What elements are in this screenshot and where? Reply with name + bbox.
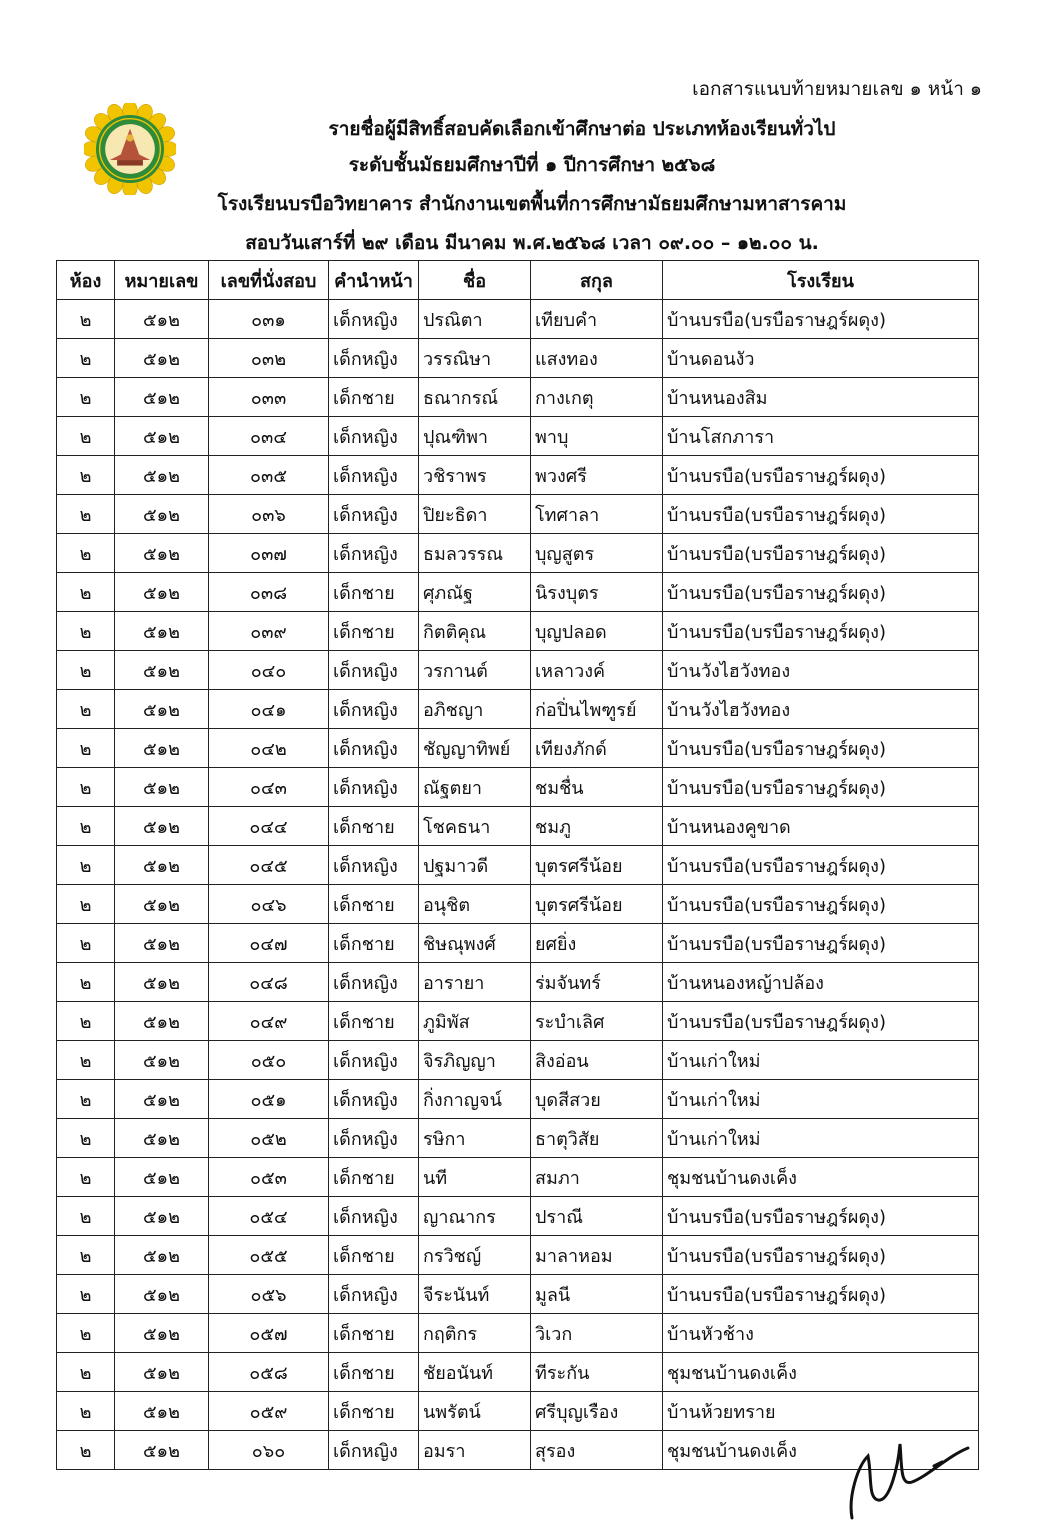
cell-room: ๒	[57, 1431, 115, 1470]
candidate-table	[56, 260, 979, 1470]
cell-last-name: บุตรศรีน้อย	[531, 846, 663, 885]
cell-number: ๕๑๒	[115, 1431, 209, 1470]
cell-room: ๒	[57, 1041, 115, 1080]
table-row	[57, 1080, 979, 1119]
cell-prefix: เด็กหญิง	[329, 417, 419, 456]
cell-room: ๒	[57, 573, 115, 612]
cell-room: ๒	[57, 1119, 115, 1158]
cell-school: บ้านหนองหญ้าปล้อง	[663, 963, 979, 1002]
cell-first-name: ปรณิตา	[419, 300, 531, 339]
cell-last-name: บุญสูตร	[531, 534, 663, 573]
cell-room: ๒	[57, 768, 115, 807]
cell-first-name: ศุภณัฐ	[419, 573, 531, 612]
cell-school: บ้านโสกภารา	[663, 417, 979, 456]
cell-last-name: เทียงภักด์	[531, 729, 663, 768]
cell-prefix: เด็กชาย	[329, 1314, 419, 1353]
cell-number: ๕๑๒	[115, 573, 209, 612]
header-first-name: ชื่อ	[419, 261, 531, 300]
cell-last-name: ก่อปิ่นไพฑูรย์	[531, 690, 663, 729]
cell-last-name: ศรีบุญเรือง	[531, 1392, 663, 1431]
cell-room: ๒	[57, 300, 115, 339]
cell-first-name: ชัยอนันท์	[419, 1353, 531, 1392]
cell-room: ๒	[57, 1392, 115, 1431]
cell-last-name: ทีระกัน	[531, 1353, 663, 1392]
cell-school: ชุมชนบ้านดงเค็ง	[663, 1353, 979, 1392]
cell-last-name: ชมชื่น	[531, 768, 663, 807]
cell-room: ๒	[57, 456, 115, 495]
cell-prefix: เด็กหญิง	[329, 729, 419, 768]
table-row	[57, 1353, 979, 1392]
cell-seat-number: ๐๓๖	[209, 495, 329, 534]
cell-first-name: นที	[419, 1158, 531, 1197]
cell-first-name: จีระนันท์	[419, 1275, 531, 1314]
cell-number: ๕๑๒	[115, 690, 209, 729]
table-row	[57, 456, 979, 495]
cell-school: บ้านบรบือ(บรบือราษฎร์ผดุง)	[663, 573, 979, 612]
table-row	[57, 495, 979, 534]
cell-number: ๕๑๒	[115, 1314, 209, 1353]
cell-school: บ้านบรบือ(บรบือราษฎร์ผดุง)	[663, 456, 979, 495]
cell-last-name: วิเวก	[531, 1314, 663, 1353]
table-row	[57, 963, 979, 1002]
cell-room: ๒	[57, 1314, 115, 1353]
cell-first-name: วชิราพร	[419, 456, 531, 495]
cell-prefix: เด็กหญิง	[329, 1041, 419, 1080]
cell-prefix: เด็กหญิง	[329, 1119, 419, 1158]
cell-room: ๒	[57, 1275, 115, 1314]
cell-prefix: เด็กหญิง	[329, 339, 419, 378]
cell-room: ๒	[57, 1197, 115, 1236]
table-header-row	[57, 261, 979, 300]
cell-first-name: ปุณฑิพา	[419, 417, 531, 456]
cell-first-name: ญาณากร	[419, 1197, 531, 1236]
cell-number: ๕๑๒	[115, 1275, 209, 1314]
cell-first-name: ธมลวรรณ	[419, 534, 531, 573]
cell-seat-number: ๐๓๒	[209, 339, 329, 378]
cell-first-name: ปิยะธิดา	[419, 495, 531, 534]
cell-school: บ้านบรบือ(บรบือราษฎร์ผดุง)	[663, 612, 979, 651]
cell-number: ๕๑๒	[115, 846, 209, 885]
handwritten-signature-icon	[838, 1426, 988, 1526]
cell-last-name: สิงอ่อน	[531, 1041, 663, 1080]
cell-seat-number: ๐๕๙	[209, 1392, 329, 1431]
cell-seat-number: ๐๔๒	[209, 729, 329, 768]
cell-school: บ้านบรบือ(บรบือราษฎร์ผดุง)	[663, 885, 979, 924]
cell-first-name: โชคธนา	[419, 807, 531, 846]
table-row	[57, 768, 979, 807]
cell-seat-number: ๐๖๐	[209, 1431, 329, 1470]
table-row	[57, 300, 979, 339]
cell-school: บ้านบรบือ(บรบือราษฎร์ผดุง)	[663, 729, 979, 768]
cell-room: ๒	[57, 885, 115, 924]
cell-prefix: เด็กหญิง	[329, 456, 419, 495]
cell-number: ๕๑๒	[115, 885, 209, 924]
cell-seat-number: ๐๔๔	[209, 807, 329, 846]
cell-school: บ้านเก่าใหม่	[663, 1119, 979, 1158]
cell-room: ๒	[57, 1158, 115, 1197]
cell-seat-number: ๐๔๐	[209, 651, 329, 690]
cell-seat-number: ๐๓๙	[209, 612, 329, 651]
cell-prefix: เด็กหญิง	[329, 651, 419, 690]
title-line-2: ระดับชั้นมัธยมศึกษาปีที่ ๑ ปีการศึกษา ๒๕๖๘	[348, 154, 716, 176]
title-line-3: โรงเรียนบรบือวิทยาคาร สำนักงานเขตพื้นที่การศึกษามัธยมศึกษามหาสารคาม	[217, 193, 847, 215]
cell-prefix: เด็กชาย	[329, 378, 419, 417]
cell-seat-number: ๐๕๒	[209, 1119, 329, 1158]
table-row	[57, 1314, 979, 1353]
table-row	[57, 846, 979, 885]
cell-prefix: เด็กชาย	[329, 1392, 419, 1431]
cell-last-name: กางเกตุ	[531, 378, 663, 417]
cell-room: ๒	[57, 417, 115, 456]
cell-first-name: ณัฐตยา	[419, 768, 531, 807]
cell-last-name: แสงทอง	[531, 339, 663, 378]
table-row	[57, 573, 979, 612]
cell-number: ๕๑๒	[115, 1353, 209, 1392]
cell-prefix: เด็กหญิง	[329, 768, 419, 807]
cell-seat-number: ๐๔๑	[209, 690, 329, 729]
table-row	[57, 339, 979, 378]
table-row	[57, 885, 979, 924]
cell-prefix: เด็กหญิง	[329, 1197, 419, 1236]
cell-room: ๒	[57, 963, 115, 1002]
cell-prefix: เด็กหญิง	[329, 690, 419, 729]
cell-number: ๕๑๒	[115, 1002, 209, 1041]
cell-prefix: เด็กหญิง	[329, 1431, 419, 1470]
table-row	[57, 1041, 979, 1080]
cell-first-name: ชัญญาทิพย์	[419, 729, 531, 768]
cell-seat-number: ๐๕๐	[209, 1041, 329, 1080]
cell-school: บ้านหนองคูขาด	[663, 807, 979, 846]
cell-prefix: เด็กหญิง	[329, 534, 419, 573]
cell-school: บ้านบรบือ(บรบือราษฎร์ผดุง)	[663, 846, 979, 885]
table-row	[57, 1392, 979, 1431]
table-row	[57, 1119, 979, 1158]
cell-number: ๕๑๒	[115, 807, 209, 846]
cell-last-name: บุตรศรีน้อย	[531, 885, 663, 924]
header-seat-number: เลขที่นั่งสอบ	[209, 261, 329, 300]
table-row	[57, 729, 979, 768]
cell-room: ๒	[57, 1002, 115, 1041]
cell-prefix: เด็กชาย	[329, 1002, 419, 1041]
cell-last-name: ธาตุวิสัย	[531, 1119, 663, 1158]
cell-last-name: เทียบคำ	[531, 300, 663, 339]
cell-last-name: พาบุ	[531, 417, 663, 456]
cell-number: ๕๑๒	[115, 924, 209, 963]
cell-seat-number: ๐๔๘	[209, 963, 329, 1002]
cell-seat-number: ๐๓๓	[209, 378, 329, 417]
header-room: ห้อง	[57, 261, 115, 300]
cell-number: ๕๑๒	[115, 378, 209, 417]
cell-prefix: เด็กชาย	[329, 573, 419, 612]
cell-school: บ้านเก่าใหม่	[663, 1041, 979, 1080]
cell-first-name: ธณากรณ์	[419, 378, 531, 417]
table-row	[57, 417, 979, 456]
cell-number: ๕๑๒	[115, 963, 209, 1002]
cell-first-name: กิ่งกาญจน์	[419, 1080, 531, 1119]
cell-prefix: เด็กหญิง	[329, 300, 419, 339]
cell-seat-number: ๐๔๗	[209, 924, 329, 963]
cell-number: ๕๑๒	[115, 612, 209, 651]
table-row	[57, 1002, 979, 1041]
cell-first-name: รษิกา	[419, 1119, 531, 1158]
cell-prefix: เด็กชาย	[329, 807, 419, 846]
table-row	[57, 378, 979, 417]
cell-seat-number: ๐๓๑	[209, 300, 329, 339]
cell-room: ๒	[57, 729, 115, 768]
cell-room: ๒	[57, 807, 115, 846]
header-prefix: คำนำหน้า	[329, 261, 419, 300]
cell-last-name: ยศยิ่ง	[531, 924, 663, 963]
cell-last-name: โทศาลา	[531, 495, 663, 534]
table-row	[57, 612, 979, 651]
cell-number: ๕๑๒	[115, 339, 209, 378]
cell-room: ๒	[57, 1080, 115, 1119]
cell-school: บ้านบรบือ(บรบือราษฎร์ผดุง)	[663, 1197, 979, 1236]
cell-room: ๒	[57, 924, 115, 963]
cell-prefix: เด็กชาย	[329, 1236, 419, 1275]
cell-first-name: วรรณิษา	[419, 339, 531, 378]
cell-first-name: อารายา	[419, 963, 531, 1002]
cell-school: บ้านหัวช้าง	[663, 1314, 979, 1353]
cell-prefix: เด็กชาย	[329, 885, 419, 924]
cell-number: ๕๑๒	[115, 456, 209, 495]
cell-first-name: อนุชิต	[419, 885, 531, 924]
cell-prefix: เด็กชาย	[329, 1158, 419, 1197]
header-last-name: สกุล	[531, 261, 663, 300]
cell-seat-number: ๐๕๑	[209, 1080, 329, 1119]
cell-first-name: ชิษณุพงศ์	[419, 924, 531, 963]
cell-prefix: เด็กหญิง	[329, 1080, 419, 1119]
cell-number: ๕๑๒	[115, 1041, 209, 1080]
cell-school: บ้านบรบือ(บรบือราษฎร์ผดุง)	[663, 924, 979, 963]
cell-seat-number: ๐๓๕	[209, 456, 329, 495]
cell-school: บ้านหนองสิม	[663, 378, 979, 417]
cell-number: ๕๑๒	[115, 1119, 209, 1158]
cell-school: บ้านบรบือ(บรบือราษฎร์ผดุง)	[663, 300, 979, 339]
cell-first-name: อภิชญา	[419, 690, 531, 729]
cell-room: ๒	[57, 1353, 115, 1392]
cell-first-name: ภูมิพัส	[419, 1002, 531, 1041]
cell-school: บ้านเก่าใหม่	[663, 1080, 979, 1119]
cell-number: ๕๑๒	[115, 768, 209, 807]
cell-last-name: มาลาหอม	[531, 1236, 663, 1275]
cell-school: ชุมชนบ้านดงเค็ง	[663, 1431, 979, 1470]
cell-last-name: ปราณี	[531, 1197, 663, 1236]
cell-room: ๒	[57, 339, 115, 378]
cell-prefix: เด็กชาย	[329, 924, 419, 963]
table-row	[57, 690, 979, 729]
table-row	[57, 807, 979, 846]
cell-seat-number: ๐๕๘	[209, 1353, 329, 1392]
cell-prefix: เด็กหญิง	[329, 1275, 419, 1314]
cell-school: ชุมชนบ้านดงเค็ง	[663, 1158, 979, 1197]
cell-number: ๕๑๒	[115, 1197, 209, 1236]
cell-seat-number: ๐๔๕	[209, 846, 329, 885]
cell-seat-number: ๐๕๗	[209, 1314, 329, 1353]
cell-room: ๒	[57, 612, 115, 651]
cell-first-name: อมรา	[419, 1431, 531, 1470]
cell-prefix: เด็กหญิง	[329, 963, 419, 1002]
cell-last-name: ร่มจันทร์	[531, 963, 663, 1002]
cell-prefix: เด็กหญิง	[329, 495, 419, 534]
table-row	[57, 1236, 979, 1275]
cell-first-name: ปฐมาวดี	[419, 846, 531, 885]
cell-room: ๒	[57, 378, 115, 417]
table-row	[57, 651, 979, 690]
cell-first-name: กฤติกร	[419, 1314, 531, 1353]
title-line-4: สอบวันเสาร์ที่ ๒๙ เดือน มีนาคม พ.ศ.๒๕๖๘ เวลา ๐๙.๐๐ – ๑๒.๐๐ น.	[245, 232, 819, 254]
cell-number: ๕๑๒	[115, 1080, 209, 1119]
cell-room: ๒	[57, 846, 115, 885]
cell-room: ๒	[57, 534, 115, 573]
cell-last-name: บุญปลอด	[531, 612, 663, 651]
cell-first-name: นพรัตน์	[419, 1392, 531, 1431]
cell-school: บ้านบรบือ(บรบือราษฎร์ผดุง)	[663, 1275, 979, 1314]
cell-number: ๕๑๒	[115, 534, 209, 573]
cell-number: ๕๑๒	[115, 651, 209, 690]
cell-school: บ้านวังไฮวังทอง	[663, 651, 979, 690]
cell-seat-number: ๐๕๖	[209, 1275, 329, 1314]
header-number: หมายเลข	[115, 261, 209, 300]
cell-school: บ้านดอนงัว	[663, 339, 979, 378]
cell-room: ๒	[57, 651, 115, 690]
cell-school: บ้านวังไฮวังทอง	[663, 690, 979, 729]
cell-school: บ้านบรบือ(บรบือราษฎร์ผดุง)	[663, 768, 979, 807]
table-row	[57, 1197, 979, 1236]
table-row	[57, 924, 979, 963]
cell-room: ๒	[57, 1236, 115, 1275]
cell-last-name: บุดสีสวย	[531, 1080, 663, 1119]
cell-number: ๕๑๒	[115, 417, 209, 456]
cell-prefix: เด็กชาย	[329, 1353, 419, 1392]
table-row	[57, 1158, 979, 1197]
cell-room: ๒	[57, 495, 115, 534]
cell-school: บ้านห้วยทราย	[663, 1392, 979, 1431]
cell-seat-number: ๐๔๙	[209, 1002, 329, 1041]
cell-school: บ้านบรบือ(บรบือราษฎร์ผดุง)	[663, 495, 979, 534]
cell-seat-number: ๐๓๗	[209, 534, 329, 573]
cell-school: บ้านบรบือ(บรบือราษฎร์ผดุง)	[663, 534, 979, 573]
cell-first-name: กิตติคุณ	[419, 612, 531, 651]
cell-last-name: เหลาวงค์	[531, 651, 663, 690]
cell-first-name: วรกานต์	[419, 651, 531, 690]
cell-seat-number: ๐๓๘	[209, 573, 329, 612]
cell-last-name: มูลนี	[531, 1275, 663, 1314]
header-school: โรงเรียน	[663, 261, 979, 300]
cell-number: ๕๑๒	[115, 300, 209, 339]
cell-school: บ้านบรบือ(บรบือราษฎร์ผดุง)	[663, 1236, 979, 1275]
cell-prefix: เด็กหญิง	[329, 846, 419, 885]
cell-number: ๕๑๒	[115, 1236, 209, 1275]
cell-last-name: ระบำเลิศ	[531, 1002, 663, 1041]
cell-last-name: พวงศรี	[531, 456, 663, 495]
cell-number: ๕๑๒	[115, 729, 209, 768]
cell-number: ๕๑๒	[115, 495, 209, 534]
cell-seat-number: ๐๔๖	[209, 885, 329, 924]
cell-last-name: สมภา	[531, 1158, 663, 1197]
table-row	[57, 534, 979, 573]
cell-seat-number: ๐๕๕	[209, 1236, 329, 1275]
cell-room: ๒	[57, 690, 115, 729]
cell-prefix: เด็กชาย	[329, 612, 419, 651]
cell-number: ๕๑๒	[115, 1392, 209, 1431]
cell-number: ๕๑๒	[115, 1158, 209, 1197]
cell-seat-number: ๐๓๔	[209, 417, 329, 456]
cell-seat-number: ๐๔๓	[209, 768, 329, 807]
cell-seat-number: ๐๕๔	[209, 1197, 329, 1236]
cell-last-name: ชมภู	[531, 807, 663, 846]
cell-seat-number: ๐๕๓	[209, 1158, 329, 1197]
cell-school: บ้านบรบือ(บรบือราษฎร์ผดุง)	[663, 1002, 979, 1041]
cell-first-name: จิรภิญญา	[419, 1041, 531, 1080]
cell-first-name: กรวิชญ์	[419, 1236, 531, 1275]
cell-last-name: สุรอง	[531, 1431, 663, 1470]
cell-last-name: นิรงบุตร	[531, 573, 663, 612]
table-row	[57, 1275, 979, 1314]
document-reference: เอกสารแนบท้ายหมายเลข ๑ หน้า ๑	[692, 78, 982, 100]
title-line-1: รายชื่อผู้มีสิทธิ์สอบคัดเลือกเข้าศึกษาต่อ ประเภทห้องเรียนทั่วไป	[328, 118, 836, 140]
